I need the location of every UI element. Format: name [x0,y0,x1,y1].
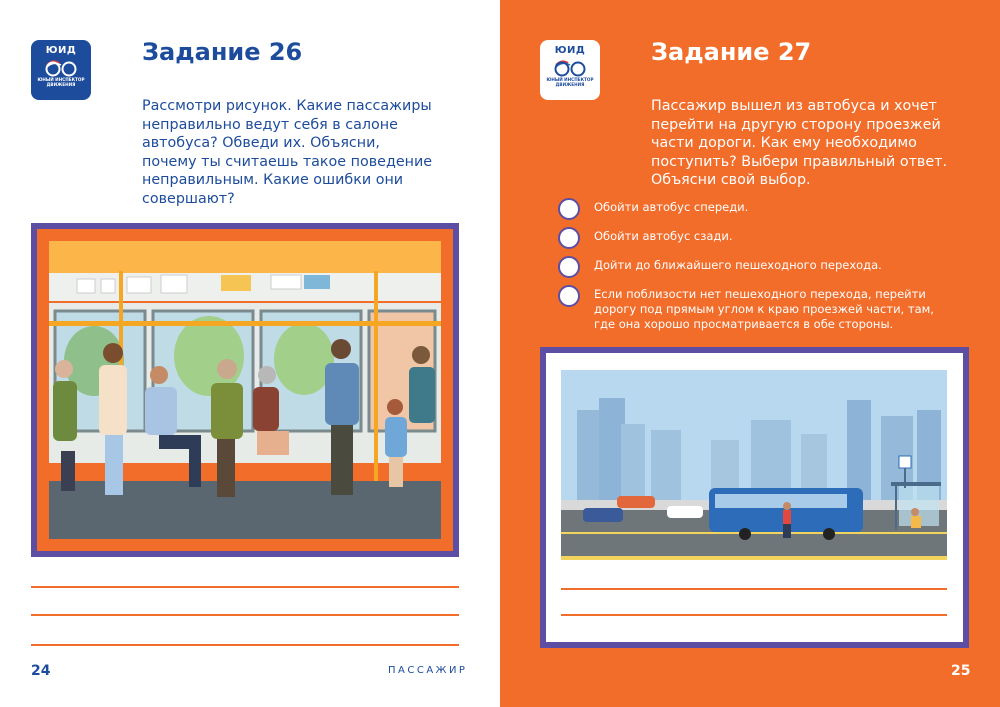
radio-circle[interactable] [558,256,580,278]
logo-abbr: ЮИД [45,45,77,56]
radio-circle[interactable] [558,285,580,307]
answer-line[interactable] [31,644,459,646]
radio-circle[interactable] [558,227,580,249]
answer-option[interactable] [558,227,944,249]
page-number: 24 [31,663,51,679]
page-number: 25 [951,663,971,679]
logo-caption: ЮНЫЙ ИНСПЕКТОР ДВИЖЕНИЯ [546,77,594,87]
option-label: Обойти автобус сзади. [594,229,733,243]
answer-option[interactable] [558,285,944,332]
yuid-logo [31,40,91,100]
infinity-bicycle-icon [43,57,79,77]
task-26-text: Рассмотри рисунок. Какие пассажиры неправильно ведут себя в салоне автобуса? Обведи их. Объясни, почему ты считаешь такое поведение неправильным. Какие ошибки они совершают? [142,98,433,207]
task-27-title: Задание 27 [651,38,812,66]
task-26-title: Задание 26 [142,38,303,66]
option-label: Если поблизости нет пешеходного перехода, перейти дорогу под прямым углом к краю проезжей части, там, где она хорошо просматривается в обе стороны. [594,287,934,331]
answer-option[interactable] [558,198,944,220]
illustration-frame [540,347,969,648]
option-label: Дойти до ближайшего пешеходного перехода. [594,258,882,272]
bus-stop-street-illustration[interactable] [561,370,947,560]
option-label: Обойти автобус спереди. [594,200,749,214]
logo-abbr: ЮИД [554,45,586,56]
answer-line[interactable] [561,614,947,616]
answer-line[interactable] [561,588,947,590]
answer-option[interactable] [558,256,944,278]
bus-interior-passengers-illustration[interactable] [49,241,441,539]
illustration-frame [31,223,459,557]
answer-line[interactable] [31,586,459,588]
section-name: ПАССАЖИР [388,665,468,676]
task-27-text: Пассажир вышел из автобуса и хочет перейти на другую сторону проезжей части дороги. Как ему необходимо поступить? Выбери правильный ответ. Объясни свой выбор. [651,98,947,188]
yuid-logo [540,40,600,100]
answer-line[interactable] [31,614,459,616]
logo-caption: ЮНЫЙ ИНСПЕКТОР ДВИЖЕНИЯ [37,77,85,87]
radio-circle[interactable] [558,198,580,220]
infinity-bicycle-icon [552,57,588,77]
